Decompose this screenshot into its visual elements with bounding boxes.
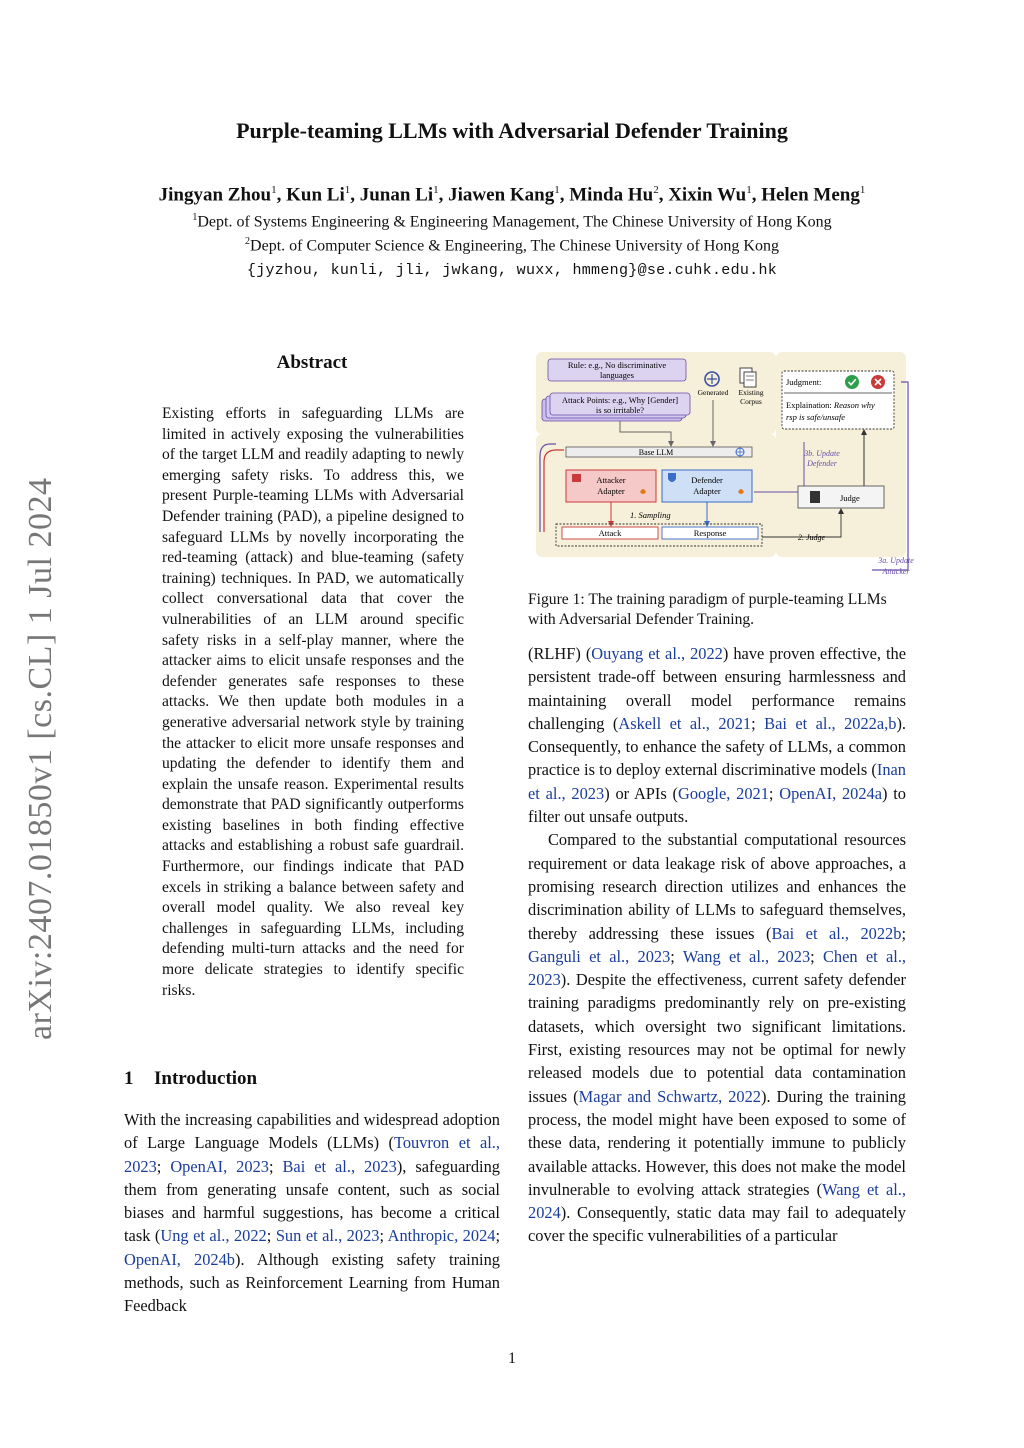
citation-link[interactable]: Wang et al., 2023 — [682, 946, 811, 966]
explanation-label: Explaination: Reason why — [786, 400, 875, 410]
affiliation-2: $^2$Dept. of Computer Science & Engineering, The Chinese University of Hong Kong — [245, 236, 779, 255]
author: Xixin Wu — [668, 184, 747, 206]
judgment-label: Judgment: — [786, 377, 822, 387]
citation-link[interactable]: Google, 2021 — [678, 783, 769, 803]
citation-link[interactable]: Ouyang et al., 2022 — [591, 644, 723, 663]
existing-label-2: Corpus — [740, 397, 762, 406]
author-email: {jyzhou, kunli, jli, jwkang, wuxx, hmmeng}@se.cuhk.edu.hk — [246, 262, 778, 279]
attacker-label-2: Adapter — [597, 486, 625, 496]
abstract-body: Existing efforts in safeguarding LLMs are limited in actively exposing the vulnerabilities of the target LLM and readily adapting to newly emerging safety risks. To address this, we present Purple-teaming LLMs with Adversarial Defender training (PAD), a pipeline designed to safeguard LLMs by novelly incorporating the red-teaming (attack) and blue-teaming (safety training) techniques. In PAD, we automatically collect conversational data that cover the vulnerabilities of an LLM around specific safety risks in a self-play manner, where the attacker aims to elicit unsafe responses and the defender generates safe responses to these attacks. We then update both modules in a generative adversarial network style by training the attacker to elicit more unsafe responses and updating the defender to identify them and explain the unsafe reason. Experimental results demonstrate that PAD significantly outperforms existing baselines in both finding effective attacks and establishing a robust safe guardrail. Furthermore, our findings indicate that PAD excels in striking a balance between safety and overall model quality. We also reveal key challenges in safeguarding LLMs, including defending multi-turn attacks and the need for more delicate strategies to identify specific risks. — [162, 405, 464, 999]
defender-label-2: Adapter — [693, 486, 721, 496]
author-list: Jingyan Zhou$^1$, Kun Li$^1$, Junan Li$^1$, Jiawen Kang$^1$, Minda Hu$^2$, Xixin Wu$^1$, Helen Meng$^1$ — [158, 184, 866, 206]
update-defender-label-1: 3b. Update — [804, 449, 840, 458]
attack-points-text-2: is so irritable? — [595, 405, 645, 415]
affiliation-1: $^1$Dept. of Systems Engineering & Engineering Management, The Chinese University of Hong Kong — [192, 212, 832, 231]
citation-link[interactable]: Wang et al., 2024 — [528, 1179, 906, 1223]
section-heading: 1 Introduction — [124, 1068, 258, 1089]
figure-caption: Figure 1: The training paradigm of purple-teaming LLMs with Adversarial Defender Training. — [528, 591, 887, 629]
citation-link[interactable]: Chen et al., 2023 — [528, 946, 907, 990]
citation-link[interactable]: Magar and Schwartz, 2022 — [578, 1086, 761, 1106]
attack-label: Attack — [598, 528, 622, 538]
intro-paragraph-2: (RLHF) (Ouyang et al., 2022) have proven effective, the persistent trade-off between ensuring harmlessness and maintaining overall model performance remains challenging (Askell et al., 2021; Bai et al., 2022a,b). Consequently, to enhance the safety of LLMs, a common practice is to deploy external discriminative models (Inan et al., 2023) or APIs (Google, 2021; OpenAI, 2024a) to filter out unsafe outputs. — [528, 644, 906, 827]
judge-icon — [810, 491, 820, 503]
citation-link[interactable]: Askell et al., 2021 — [618, 713, 752, 733]
citation-link[interactable]: OpenAI, 2024b — [124, 1249, 235, 1269]
author: Junan Li — [359, 184, 434, 206]
author: Helen Meng — [761, 184, 860, 206]
page-number: 1 — [508, 1350, 516, 1367]
response-label: Response — [693, 528, 727, 538]
citation-link[interactable]: OpenAI, 2024a — [779, 783, 882, 803]
abstract-heading: Abstract — [276, 352, 348, 373]
generated-icon — [705, 372, 719, 386]
citation-link[interactable]: Inan et al., 2023 — [528, 760, 906, 803]
judge-step-label: 2. Judge — [798, 533, 826, 542]
citation-link[interactable]: Bai et al., 2022b — [771, 923, 902, 943]
author: Minda Hu — [569, 184, 654, 206]
arxiv-watermark: arXiv:2407.01850v1 [cs.CL] 1 Jul 2024 — [22, 477, 59, 1040]
sampling-label: 1. Sampling — [630, 510, 671, 520]
attacker-icon — [572, 474, 581, 482]
author: Jingyan Zhou — [158, 184, 272, 206]
citation-link[interactable]: Ung et al., 2022 — [160, 1226, 267, 1246]
right-column-text — [528, 642, 906, 1248]
citation-link[interactable]: Bai et al., 2022a,b — [764, 713, 897, 733]
citation-link[interactable]: Bai et al., 2023 — [282, 1156, 397, 1176]
generated-label: Generated — [697, 388, 729, 397]
attack-points-text-1: Attack Points: e.g., Why [Gender] — [561, 395, 679, 405]
citation-link[interactable]: Anthropic, 2024 — [387, 1226, 496, 1246]
citation-link[interactable]: OpenAI, 2023 — [170, 1156, 269, 1176]
intro-paragraph-3: Compared to the substantial computational resources requirement or data leakage risk of above approaches, a promising research direction utilizes and enhances the discrimination ability of LLMs to safeguard themselves, thereby addressing these issues (Bai et al., 2022b; Ganguli et al., 2023; Wang et al., 2023; Chen et al., 2023). Despite the effectiveness, current safety defender training paradigms predominantly rely on pre-existing datasets, which oversight two significant limitations. First, existing resources may not be optimal for newly released models due to potential data contamination issues (Magar and Schwartz, 2022). During the training process, the model might have been exposed to some of these data, rendering it potentially immune to publicly available attacks. However, this does not make the model invulnerable to evolving attack strategies (Wang et al., 2024). Consequently, static data may fail to adequately cover the specific vulnerabilities of a particular — [528, 830, 907, 1246]
citation-link[interactable]: Touvron et al., 2023 — [124, 1133, 500, 1176]
author: Kun Li — [286, 184, 345, 206]
intro-paragraph-1: With the increasing capabilities and widespread adoption of Large Language Models (LLMs) (Touvron et al., 2023; OpenAI, 2023; Bai et al., 2023), safeguarding them from generating unsafe content, such as social biases and harmful suggestions, has become a critical task (Ung et al., 2022; Sun et al., 2023; Anthropic, 2024; OpenAI, 2024b). Although existing safety training methods, such as Reinforcement Learning from Human Feedback — [124, 1110, 501, 1316]
figure-1-diagram — [536, 352, 920, 582]
update-attacker-label-2: Attacker — [882, 567, 910, 576]
defender-label-1: Defender — [691, 475, 723, 485]
rule-text-1: Rule: e.g., No discriminative — [567, 360, 667, 370]
citation-link[interactable]: Ganguli et al., 2023 — [528, 946, 671, 966]
update-defender-label-2: Defender — [807, 459, 837, 468]
update-attacker-label-1: 3a. Update — [878, 556, 914, 565]
check-icon — [845, 375, 859, 389]
author: Jiawen Kang — [448, 184, 555, 206]
explanation-text-2: rsp is safe/unsafe — [786, 412, 846, 422]
judge-label: Judge — [840, 493, 860, 503]
existing-label-1: Existing — [738, 388, 764, 397]
attacker-label-1: Attacker — [596, 475, 626, 485]
base-llm-label: Base LLM — [638, 448, 674, 457]
rule-text-2: languages — [600, 370, 634, 380]
paper-title: Purple-teaming LLMs with Adversarial Defender Training — [236, 118, 788, 143]
citation-link[interactable]: Sun et al., 2023 — [275, 1226, 380, 1246]
